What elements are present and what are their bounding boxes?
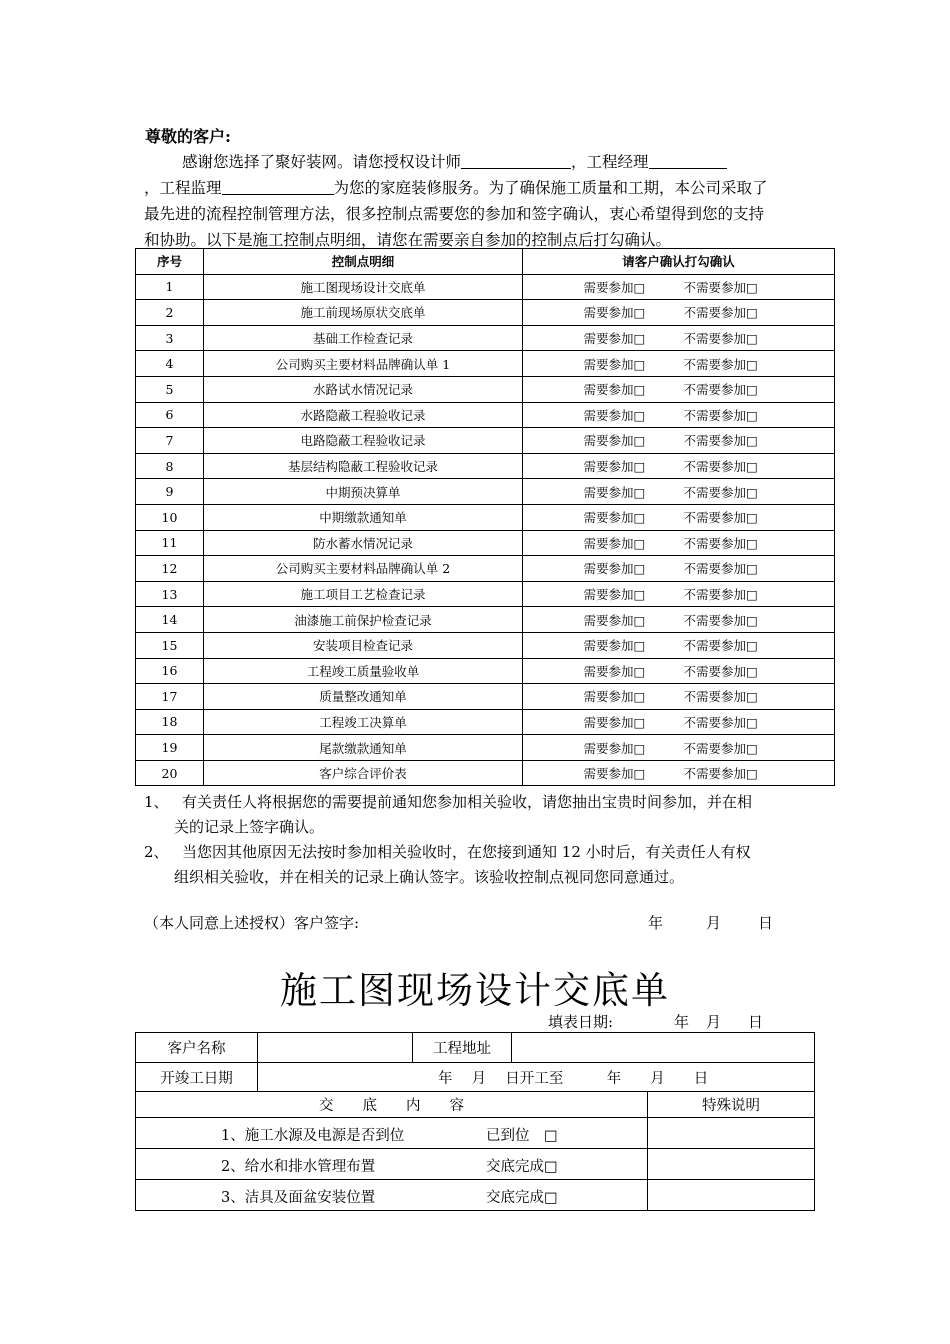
need-checkbox[interactable]: 需要参加□: [583, 766, 646, 782]
table-row: [136, 428, 835, 454]
dates-label: 开竣工日期: [136, 1063, 258, 1092]
row-number: 15: [136, 632, 204, 658]
row-item: 基层结构隐蔽工程验收记录: [204, 453, 523, 479]
row-item: 质量整改通知单: [204, 684, 523, 710]
customer-name-label: 客户名称: [136, 1033, 258, 1063]
header-item: 控制点明细: [204, 249, 523, 275]
no-need-checkbox[interactable]: 不需要参加□: [683, 740, 758, 756]
need-checkbox[interactable]: 需要参加□: [583, 459, 646, 475]
row-item: 中期预决算单: [204, 479, 523, 505]
project-address-field[interactable]: [512, 1033, 815, 1063]
signature-month: 月: [706, 914, 722, 932]
row-item: 工程竣工决算单: [204, 709, 523, 735]
need-checkbox[interactable]: 需要参加□: [583, 714, 646, 730]
header-no: 序号: [136, 249, 204, 275]
row-confirm: [523, 479, 835, 505]
row-number: 17: [136, 684, 204, 710]
table-row: [136, 735, 835, 761]
no-need-checkbox[interactable]: 不需要参加□: [683, 484, 758, 500]
row-confirm: [523, 274, 835, 300]
form-row-headers: [136, 1092, 815, 1118]
form-row-dates: [136, 1063, 815, 1092]
row-confirm: [523, 658, 835, 684]
supervisor-blank[interactable]: [222, 176, 334, 195]
table-row: [136, 402, 835, 428]
form-item-text: 1、施工水源及电源是否到位: [221, 1128, 405, 1144]
need-checkbox[interactable]: 需要参加□: [583, 638, 646, 654]
table-row: [136, 760, 835, 786]
row-confirm: [523, 325, 835, 351]
need-checkbox[interactable]: 需要参加□: [583, 484, 646, 500]
intro-text-2: ，工程经理: [571, 153, 649, 171]
special-header: 特殊说明: [648, 1092, 815, 1118]
row-number: 8: [136, 453, 204, 479]
table-header-row: [136, 249, 835, 275]
project-address-label: 工程地址: [413, 1033, 512, 1063]
row-number: 6: [136, 402, 204, 428]
form-item-status[interactable]: 已到位 □: [486, 1128, 558, 1144]
row-number: 2: [136, 300, 204, 326]
table-row: [136, 658, 835, 684]
form-item-special[interactable]: [648, 1149, 815, 1180]
row-confirm: [523, 453, 835, 479]
row-item: 施工图现场设计交底单: [204, 274, 523, 300]
table-row: [136, 453, 835, 479]
row-item: 中期缴款通知单: [204, 504, 523, 530]
fill-date-month: 月: [706, 1013, 722, 1031]
header-confirm: 请客户确认打勾确认: [523, 249, 835, 275]
no-need-checkbox[interactable]: 不需要参加□: [683, 331, 758, 347]
form-item-content: [136, 1149, 648, 1180]
no-need-checkbox[interactable]: 不需要参加□: [683, 689, 758, 705]
no-need-checkbox[interactable]: 不需要参加□: [683, 382, 758, 398]
row-number: 14: [136, 607, 204, 633]
row-item: 水路隐蔽工程验收记录: [204, 402, 523, 428]
dates-field[interactable]: 年 月 日开工至 年 月 日: [258, 1063, 815, 1092]
intro-paragraph: [144, 149, 816, 253]
row-confirm: [523, 530, 835, 556]
row-number: 1: [136, 274, 204, 300]
row-item: 公司购买主要材料品牌确认单 1: [204, 351, 523, 377]
row-item: 电路隐蔽工程验收记录: [204, 428, 523, 454]
signature-year: 年: [648, 914, 664, 932]
row-item: 工程竣工质量验收单: [204, 658, 523, 684]
need-checkbox[interactable]: 需要参加□: [583, 740, 646, 756]
form-item-status[interactable]: 交底完成□: [486, 1159, 558, 1175]
fill-date-label: 填表日期:: [548, 1013, 614, 1031]
customer-name-field[interactable]: [258, 1033, 413, 1063]
need-checkbox[interactable]: 需要参加□: [583, 305, 646, 321]
no-need-checkbox[interactable]: 不需要参加□: [683, 305, 758, 321]
greeting: 尊敬的客户:: [145, 127, 231, 146]
row-item: 水路试水情况记录: [204, 376, 523, 402]
row-confirm: [523, 376, 835, 402]
no-need-checkbox[interactable]: 不需要参加□: [683, 612, 758, 628]
row-number: 7: [136, 428, 204, 454]
fill-date-day: 日: [748, 1013, 764, 1031]
table-row: [136, 632, 835, 658]
no-need-checkbox[interactable]: 不需要参加□: [683, 459, 758, 475]
row-number: 4: [136, 351, 204, 377]
row-confirm: [523, 556, 835, 582]
form-item-special[interactable]: [648, 1180, 815, 1211]
no-need-checkbox[interactable]: 不需要参加□: [683, 407, 758, 423]
row-confirm: [523, 760, 835, 786]
row-item: 防水蓄水情况记录: [204, 530, 523, 556]
table-row: [136, 556, 835, 582]
designer-blank[interactable]: [461, 150, 571, 169]
need-checkbox[interactable]: 需要参加□: [583, 689, 646, 705]
form-item-row: [136, 1118, 815, 1149]
row-number: 16: [136, 658, 204, 684]
no-need-checkbox[interactable]: 不需要参加□: [683, 714, 758, 730]
table-row: [136, 684, 835, 710]
form-row-customer: [136, 1033, 815, 1063]
row-confirm: [523, 735, 835, 761]
row-item: 油漆施工前保护检查记录: [204, 607, 523, 633]
row-number: 9: [136, 479, 204, 505]
intro-text-6: 和协助。以下是施工控制点明细，请您在需要亲自参加的控制点后打勾确认。: [144, 231, 672, 249]
row-item: 客户综合评价表: [204, 760, 523, 786]
row-confirm: [523, 428, 835, 454]
no-need-checkbox[interactable]: 不需要参加□: [683, 561, 758, 577]
no-need-checkbox[interactable]: 不需要参加□: [683, 510, 758, 526]
need-checkbox[interactable]: 需要参加□: [583, 382, 646, 398]
row-number: 10: [136, 504, 204, 530]
intro-text-5: 最先进的流程控制管理方法，很多控制点需要您的参加和签字确认，衷心希望得到您的支持: [144, 205, 765, 223]
no-need-checkbox[interactable]: 不需要参加□: [683, 766, 758, 782]
need-checkbox[interactable]: 需要参加□: [583, 279, 646, 295]
row-confirm: [523, 607, 835, 633]
row-number: 11: [136, 530, 204, 556]
form-item-row: [136, 1180, 815, 1211]
form-item-special[interactable]: [648, 1118, 815, 1149]
intro-text-1: 感谢您选择了聚好装网。请您授权设计师: [182, 153, 462, 171]
row-item: 安装项目检查记录: [204, 632, 523, 658]
need-checkbox[interactable]: 需要参加□: [583, 535, 646, 551]
row-confirm: [523, 402, 835, 428]
note-2: 2、 当您因其他原因无法按时参加相关验收时，在您接到通知 12 小时后，有关责任人有权 组织相关验收，并在相关的记录上确认签字。该验收控制点视同您同意通过。: [144, 843, 751, 886]
table-row: [136, 376, 835, 402]
row-confirm: [523, 504, 835, 530]
table-row: [136, 325, 835, 351]
no-need-checkbox[interactable]: 不需要参加□: [683, 663, 758, 679]
need-checkbox[interactable]: 需要参加□: [583, 331, 646, 347]
row-item: 尾款缴款通知单: [204, 735, 523, 761]
form-item-text: 3、洁具及面盆安装位置: [221, 1190, 376, 1206]
need-checkbox[interactable]: 需要参加□: [583, 663, 646, 679]
row-number: 5: [136, 376, 204, 402]
no-need-checkbox[interactable]: 不需要参加□: [683, 535, 758, 551]
form-item-text: 2、给水和排水管理布置: [221, 1159, 376, 1175]
need-checkbox[interactable]: 需要参加□: [583, 561, 646, 577]
control-point-table: [135, 248, 835, 786]
note-1: 1、 有关责任人将根据您的需要提前通知您参加相关验收，请您抽出宝贵时间参加，并在相 关的记录上签字确认。: [144, 793, 753, 836]
intro-text-3: ，工程监理: [144, 179, 222, 197]
row-number: 3: [136, 325, 204, 351]
need-checkbox[interactable]: 需要参加□: [583, 587, 646, 603]
row-item: 基础工作检查记录: [204, 325, 523, 351]
row-number: 20: [136, 760, 204, 786]
table-row: [136, 351, 835, 377]
row-confirm: [523, 709, 835, 735]
row-number: 13: [136, 581, 204, 607]
need-checkbox[interactable]: 需要参加□: [583, 356, 646, 372]
form-item-status[interactable]: 交底完成□: [486, 1190, 558, 1206]
row-confirm: [523, 300, 835, 326]
table-row: [136, 709, 835, 735]
row-number: 18: [136, 709, 204, 735]
need-checkbox[interactable]: 需要参加□: [583, 510, 646, 526]
signature-day: 日: [758, 914, 774, 932]
signature-label: （本人同意上述授权）客户签字:: [144, 914, 360, 932]
no-need-checkbox[interactable]: 不需要参加□: [683, 356, 758, 372]
table-row: [136, 300, 835, 326]
intro-text-4: 为您的家庭装修服务。为了确保施工质量和工期，本公司采取了: [333, 179, 768, 197]
content-header: 交 底 内 容: [136, 1092, 648, 1118]
form-title: 施工图现场设计交底单: [280, 969, 670, 1012]
row-number: 12: [136, 556, 204, 582]
row-confirm: [523, 684, 835, 710]
fill-date-year: 年: [674, 1013, 690, 1031]
table-row: [136, 530, 835, 556]
need-checkbox[interactable]: 需要参加□: [583, 433, 646, 449]
table-row: [136, 504, 835, 530]
row-number: 19: [136, 735, 204, 761]
form-item-row: [136, 1149, 815, 1180]
table-row: [136, 581, 835, 607]
need-checkbox[interactable]: 需要参加□: [583, 612, 646, 628]
no-need-checkbox[interactable]: 不需要参加□: [683, 638, 758, 654]
no-need-checkbox[interactable]: 不需要参加□: [683, 587, 758, 603]
row-confirm: [523, 632, 835, 658]
form-item-content: [136, 1180, 648, 1211]
disclosure-form-table: [135, 1032, 815, 1211]
form-item-content: [136, 1118, 648, 1149]
table-row: [136, 274, 835, 300]
no-need-checkbox[interactable]: 不需要参加□: [683, 279, 758, 295]
table-row: [136, 607, 835, 633]
no-need-checkbox[interactable]: 不需要参加□: [683, 433, 758, 449]
manager-blank[interactable]: [649, 150, 727, 169]
need-checkbox[interactable]: 需要参加□: [583, 407, 646, 423]
row-item: 施工项目工艺检查记录: [204, 581, 523, 607]
row-confirm: [523, 351, 835, 377]
row-item: 公司购买主要材料品牌确认单 2: [204, 556, 523, 582]
row-confirm: [523, 581, 835, 607]
row-item: 施工前现场原状交底单: [204, 300, 523, 326]
table-row: [136, 479, 835, 505]
